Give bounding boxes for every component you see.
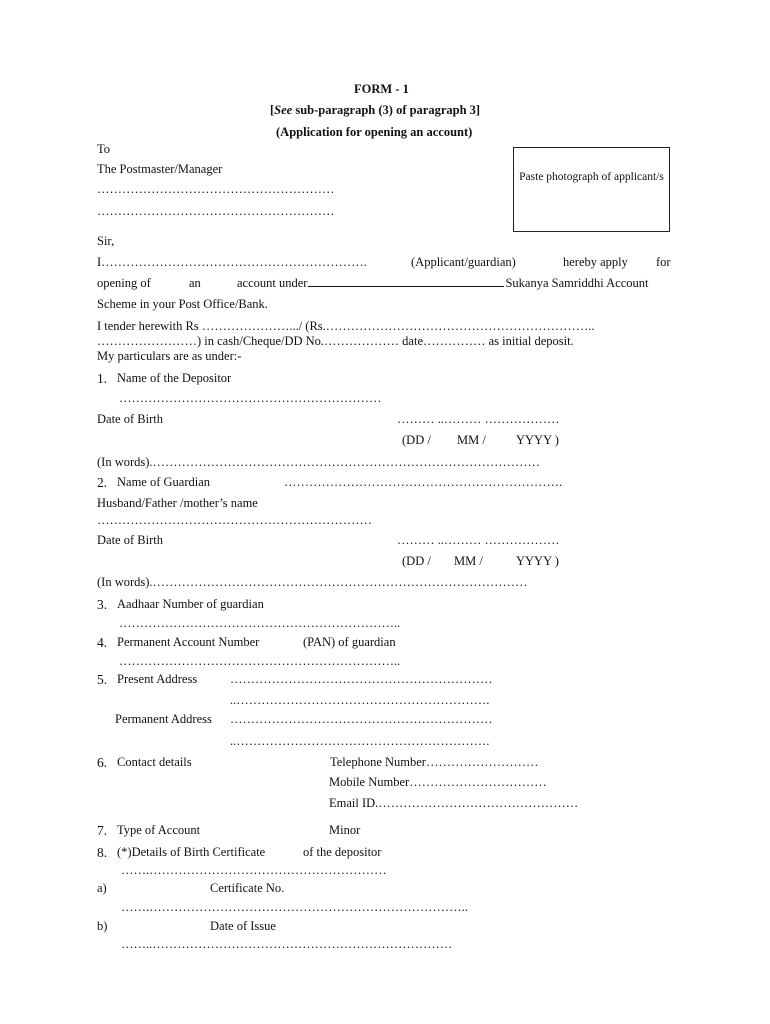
field-7-number: 7. xyxy=(97,823,108,838)
dob-mm-label: MM / xyxy=(457,433,486,447)
guardian-name-label: Name of Guardian xyxy=(117,475,211,489)
account-under-line[interactable]: account under Sukanya Samriddhi Account xyxy=(237,276,649,290)
form-subtitle: [See sub-paragraph (3) of paragraph 3] xyxy=(270,103,481,117)
dob-yyyy-label-2: YYYY ) xyxy=(516,554,559,568)
recipient-line-1[interactable]: ………………………………………………… xyxy=(97,182,335,196)
field-8-number: 8. xyxy=(97,845,108,860)
present-address-line-2[interactable]: ..……………………………………………………. xyxy=(230,693,490,707)
dob-label-guardian: Date of Birth xyxy=(97,533,163,547)
to-label: To xyxy=(97,142,111,156)
account-type-label: Type of Account xyxy=(117,823,201,837)
dob-field-depositor[interactable]: ……… ..……… ……………… xyxy=(397,412,560,426)
applicant-name-line[interactable]: I………………………………………………………. xyxy=(97,255,367,269)
photo-box[interactable] xyxy=(513,147,670,232)
pan-label-suffix: (PAN) of guardian xyxy=(303,635,396,649)
present-address-line-1[interactable]: ……………………………………………………… xyxy=(230,672,493,686)
recipient-label: The Postmaster/Manager xyxy=(97,162,223,176)
telephone-field[interactable]: Telephone Number……………………… xyxy=(330,755,539,769)
an-text: an xyxy=(189,276,201,290)
payment-mode-line[interactable]: ……………………) in cash/Cheque/DD No.……………… date…………… as initial deposit. xyxy=(97,334,574,348)
field-3-number: 3. xyxy=(97,597,108,612)
dob-label-depositor: Date of Birth xyxy=(97,412,163,426)
guardian-name-field[interactable]: …………………………………………………………. xyxy=(284,475,563,489)
opening-of-text: opening of xyxy=(97,276,151,290)
field-4-number: 4. xyxy=(97,635,108,650)
for-text: for xyxy=(656,255,671,269)
certificate-no-label: Certificate No. xyxy=(210,881,285,895)
email-field[interactable]: Email ID.………………………………………… xyxy=(329,796,579,810)
scheme-text: Scheme in your Post Office/Bank. xyxy=(97,297,268,311)
date-of-issue-field[interactable]: ……..……………………………………………………………… xyxy=(121,937,453,951)
form-title: FORM - 1 xyxy=(354,82,409,96)
pan-label: Permanent Account Number xyxy=(117,635,260,649)
dob-dd-label: (DD / xyxy=(402,433,431,447)
mobile-field[interactable]: Mobile Number…………………………… xyxy=(329,775,547,789)
field-2-number: 2. xyxy=(97,475,108,490)
dob-yyyy-label: YYYY ) xyxy=(516,433,559,447)
depositor-name-field[interactable]: ……………………………………………………… xyxy=(119,391,382,405)
certificate-no-field[interactable]: …….………………………………………………………………….. xyxy=(121,900,468,914)
contact-details-label: Contact details xyxy=(117,755,192,769)
salutation: Sir, xyxy=(97,234,115,248)
birth-certificate-field[interactable]: …….………………………………………………… xyxy=(121,863,387,877)
particulars-intro: My particulars are as under:- xyxy=(97,349,242,363)
date-of-issue-label: Date of Issue xyxy=(210,919,276,933)
present-address-label: Present Address xyxy=(117,672,198,686)
birth-certificate-label: (*)Details of Birth Certificate xyxy=(117,845,266,859)
field-5-number: 5. xyxy=(97,672,108,687)
account-under-blank[interactable] xyxy=(308,285,504,287)
form-purpose: (Application for opening an account) xyxy=(276,125,473,139)
relation-name-field[interactable]: ………………………………………………………… xyxy=(97,513,372,527)
apply-text: hereby apply xyxy=(563,255,628,269)
dob-mm-label-2: MM / xyxy=(454,554,483,568)
aadhaar-label: Aadhaar Number of guardian xyxy=(117,597,264,611)
permanent-address-line-1[interactable]: ……………………………………………………… xyxy=(230,712,493,726)
dob-words-guardian[interactable]: (In words).……………………………………………………………………………… xyxy=(97,575,528,589)
pan-field[interactable]: ………………………………………………………….. xyxy=(119,654,401,668)
recipient-line-2[interactable]: ………………………………………………… xyxy=(97,204,335,218)
item-b-letter: b) xyxy=(97,919,108,933)
item-a-letter: a) xyxy=(97,881,107,895)
relation-name-label: Husband/Father /mother’s name xyxy=(97,496,258,510)
field-6-number: 6. xyxy=(97,755,108,770)
depositor-name-label: Name of the Depositor xyxy=(117,371,232,385)
tender-amount-line[interactable]: I tender herewith Rs ………………….../ (Rs.……………………………………………………….. xyxy=(97,319,595,333)
permanent-address-label: Permanent Address xyxy=(115,712,212,726)
aadhaar-field[interactable]: ………………………………………………………….. xyxy=(119,616,401,630)
applicant-role-label: (Applicant/guardian) xyxy=(411,255,516,269)
field-1-number: 1. xyxy=(97,371,108,386)
permanent-address-line-2[interactable]: ..……………………………………………………. xyxy=(230,734,490,748)
dob-dd-label-2: (DD / xyxy=(402,554,431,568)
photo-box-label: Paste photograph of applicant/s xyxy=(519,171,664,183)
birth-certificate-label-suffix: of the depositor xyxy=(303,845,382,859)
account-type-value: Minor xyxy=(329,823,361,837)
dob-field-guardian[interactable]: ……… ..……… ……………… xyxy=(397,533,560,547)
dob-words-depositor[interactable]: (In words).………………………………………………………………………………… xyxy=(97,455,541,469)
